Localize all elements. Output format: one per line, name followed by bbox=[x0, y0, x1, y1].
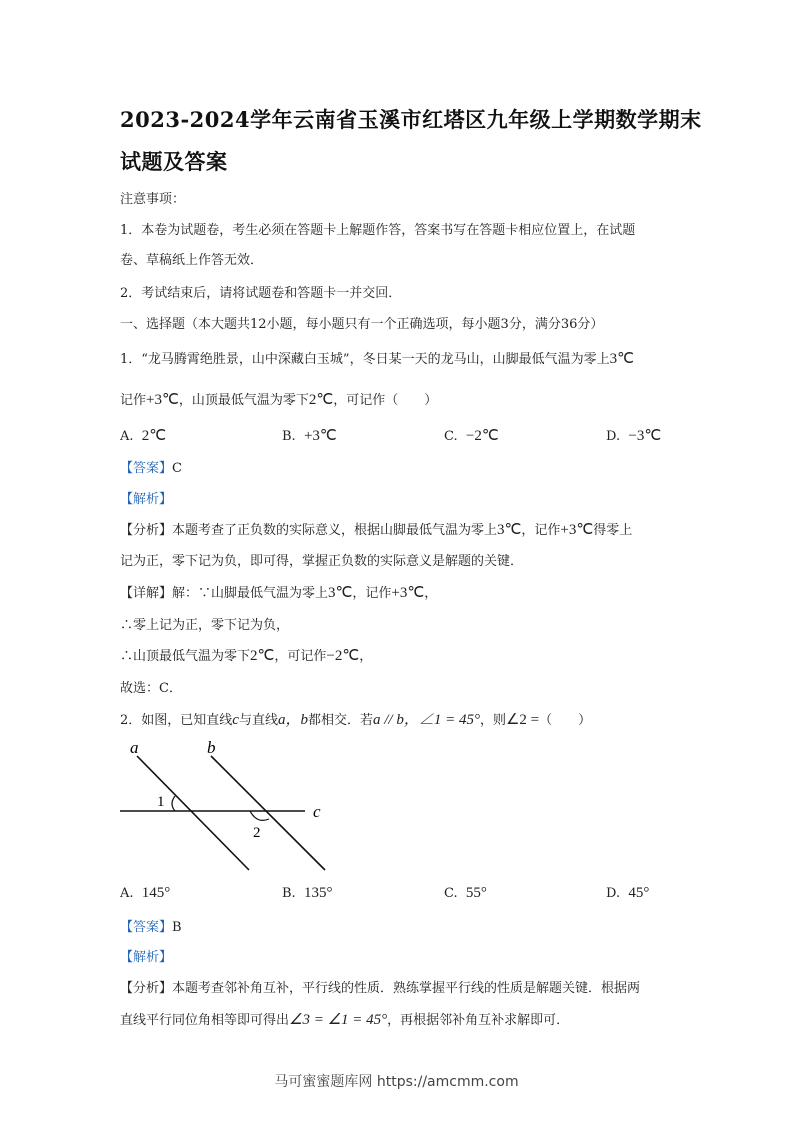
q1-stem-math: 2℃ bbox=[308, 392, 334, 408]
label-angle-2: 2 bbox=[253, 825, 261, 841]
q1-stem-math: +3℃ bbox=[146, 392, 179, 408]
angle-1-arc bbox=[172, 796, 175, 811]
label-c: c bbox=[313, 802, 321, 821]
notice-item-1b: 卷、草稿纸上作答无效． bbox=[120, 253, 264, 268]
q2-answer bbox=[120, 916, 182, 935]
line-a bbox=[137, 756, 249, 870]
footer-watermark: 马可蜜蜜题库网 https://amcmm.com bbox=[274, 1074, 519, 1090]
q1-analysis-tag: 【解析】 bbox=[120, 492, 173, 507]
q1-option-c: C. −2℃ bbox=[444, 428, 499, 444]
q1-stem-text: 记作 bbox=[120, 393, 147, 408]
q1-answer bbox=[120, 457, 182, 476]
q2-option-a: A. 145° bbox=[120, 885, 171, 901]
page-title-line-1: 2023-2024学年云南省玉溪市红塔区九年级上学期数学期末 bbox=[120, 107, 702, 132]
label-angle-1: 1 bbox=[157, 794, 165, 810]
notice-item-2: 2．考试结束后，请将试题卷和答题卡一并交回． bbox=[120, 286, 402, 301]
q1-option-d: D. −3℃ bbox=[606, 428, 662, 444]
page-title-line-2: 试题及答案 bbox=[120, 149, 228, 174]
q1-option-b: B. +3℃ bbox=[282, 428, 337, 444]
fenxi-tag: 【分析】 bbox=[120, 523, 173, 538]
q1-stem-text: ，山顶最低气温为零下 bbox=[178, 393, 309, 408]
q2-fenxi-line-2: 直线平行同位角相等即可得出∠3 = ∠1 = 45°，再根据邻补角互补求解即可． bbox=[120, 1012, 570, 1028]
q2-option-d: D. 45° bbox=[606, 885, 650, 901]
q2-option-c: C. 55° bbox=[444, 885, 487, 901]
label-b: b bbox=[207, 738, 216, 757]
label-a: a bbox=[130, 738, 139, 757]
fenxi-tag: 【分析】 bbox=[120, 981, 173, 996]
q1-stem-text: ，可记作（ ） bbox=[333, 393, 438, 408]
q1-choose: 故选：C． bbox=[120, 681, 182, 696]
q1-fenxi-line-2: 记为正，零下记为负，即可得，掌握正负数的实际意义是解题的关键． bbox=[120, 554, 524, 569]
line-b bbox=[211, 756, 325, 870]
q2-fenxi-line-1: 【分析】本题考查邻补角互补，平行线的性质．熟练掌握平行线的性质是解题关键．根据两 bbox=[120, 981, 641, 996]
answer-value: B bbox=[172, 920, 182, 935]
q1-stem-line-1 bbox=[120, 348, 634, 368]
q1-stem-text: 1．“龙马腾霄绝胜景，山中深藏白玉城”，冬日某一天的龙马山，山脚最低气温为零上 bbox=[120, 352, 610, 367]
q1-option-a: A. 2℃ bbox=[120, 428, 167, 444]
answer-tag: 【答案】 bbox=[120, 461, 173, 476]
section-heading: 一、选择题（本大题共12小题，每小题只有一个正确选项，每小题3分，满分36分） bbox=[120, 317, 604, 332]
q2-analysis-tag: 【解析】 bbox=[120, 950, 173, 965]
q1-detail-line-3: ∴山顶最低气温为零下2℃，可记作−2℃， bbox=[120, 648, 373, 664]
notice-heading: 注意事项： bbox=[120, 192, 186, 207]
q1-stem-math: 3℃ bbox=[609, 351, 634, 367]
q2-stem: 2．如图，已知直线c与直线a，b都相交．若a // b，∠1 = 45°，则∠2 =（ ） bbox=[120, 712, 592, 728]
answer-tag: 【答案】 bbox=[120, 920, 173, 935]
answer-value: C bbox=[172, 461, 182, 476]
q1-detail-line-2: ∴零上记为正，零下记为负， bbox=[120, 618, 290, 633]
q1-detail-line-1: 【详解】解：∵山脚最低气温为零上3℃，记作+3℃， bbox=[120, 585, 438, 601]
detail-tag: 【详解】 bbox=[120, 586, 173, 601]
q1-fenxi-line-1: 【分析】本题考查了正负数的实际意义，根据山脚最低气温为零上3℃，记作+3℃得零上 bbox=[120, 522, 633, 538]
angle-2-arc bbox=[250, 811, 269, 820]
notice-item-1a: 1．本卷为试题卷，考生必须在答题卡上解题作答，答案书写在答题卡相应位置上，在试题 bbox=[120, 223, 636, 238]
q2-figure bbox=[115, 738, 335, 878]
q1-stem-line-2 bbox=[120, 389, 437, 409]
q2-option-b: B. 135° bbox=[282, 885, 333, 901]
